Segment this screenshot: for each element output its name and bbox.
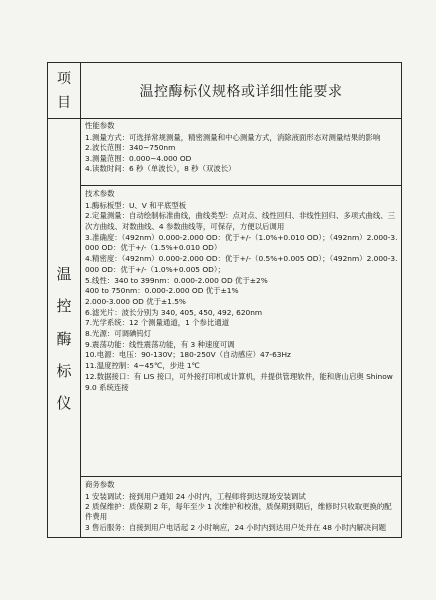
technical-line: 7.光学系统：12 个测量通道，1 个参比通道 (85, 318, 230, 328)
technical-line: 2.000-3.000 OD 优于±1.5% (85, 296, 186, 306)
technical-section (81, 187, 401, 477)
item-header-char: 目 (57, 94, 71, 111)
item-name-char: 温 (56, 265, 72, 283)
item-name-char: 酶 (56, 329, 72, 348)
technical-line: 5.线性：340 to 399nm：0.000-2.000 OD 优于±2% (85, 275, 268, 285)
item-header-char: 项 (57, 70, 71, 87)
business-line: 3 售后服务：自接到用户电话起 2 小时响应，24 小时内到达用户处并在 48 小时内解决问题 (85, 522, 386, 532)
technical-line: 12.数据接口：有 LIS 接口，可外接打印机或计算机，并提供管理软件，能和唐山启奥 Shinow9.0 系统连接 (85, 371, 393, 392)
technical-line: 11.温度控制：4~45℃，步进 1℃ (85, 361, 200, 371)
business-line: 1 安装调试：接到用户通知 24 小时内，工程师将到达现场安装调试 (85, 491, 306, 501)
business-title: 商务参数 (85, 480, 115, 489)
item-name-char: 标 (56, 361, 72, 380)
business-section (81, 478, 401, 538)
technical-line: 6.滤光片：波长分别为 340, 405, 450, 492, 620nm (85, 307, 263, 317)
technical-line: 10.电源：电压：90-130V；180-250V（自动感应）47-63Hz (85, 350, 291, 360)
performance-section (81, 119, 401, 186)
performance-line: 1.测量方式：可选择常规测量，精密测量和中心测量方式，消除液面形态对测量结果的影响 (85, 132, 381, 142)
technical-line: 2.定量测量：自动绘制标准曲线，曲线类型：点对点、线性回归、非线性回归、多项式曲线、三次方曲线、对数曲线、4 参数曲线等，可保存，方便以后调用 (85, 211, 396, 231)
technical-line: 3.准确度：（492nm）0.000-2.000 OD：优于+/-（1.0%+0.010 OD）；（492nm）2.000-3.000 OD：优于+/-（1.5%+0.010 OD） (85, 232, 398, 253)
technical-title: 技术参数 (85, 189, 115, 198)
technical-line: 1.酶标板型：U、V 和平底型板 (85, 200, 187, 210)
requirements-column-header: 温控酶标仪规格或详细性能要求 (139, 83, 343, 100)
item-column-header (48, 63, 80, 118)
technical-line: 4.精密度：（492nm）0.000-2.000 OD：优于+/-（0.5%+0.005 OD）；（492nm）2.000-3.000 OD：优于+/-（1.0%+0.005 OD）； (85, 254, 398, 274)
item-name-char: 控 (56, 297, 72, 316)
performance-line: 2.波长范围：340~750nm (85, 143, 176, 153)
table-header-row (48, 63, 401, 119)
performance-line: 4.读数时间：6 秒（单波长），8 秒（双波长） (85, 164, 236, 174)
technical-line: 8.光源：可调碘钨灯 (85, 329, 152, 339)
item-name-cell (48, 263, 80, 413)
item-name-char: 仪 (56, 394, 72, 412)
technical-line: 9.震荡功能：线性震荡功能，有 3 种速度可调 (85, 339, 235, 349)
business-line: 2 质保维护：质保期 2 年，每年至少 1 次维护和校准，质保期到期后，维修时只收取更换的配件费用 (85, 502, 392, 522)
technical-line: 400 to 750nm：0.000-2.000 OD 优于±1% (85, 286, 239, 296)
spec-table (47, 62, 402, 538)
performance-line: 3.测量范围：0.000~4.000 OD (85, 153, 192, 163)
performance-title: 性能参数 (85, 121, 115, 130)
